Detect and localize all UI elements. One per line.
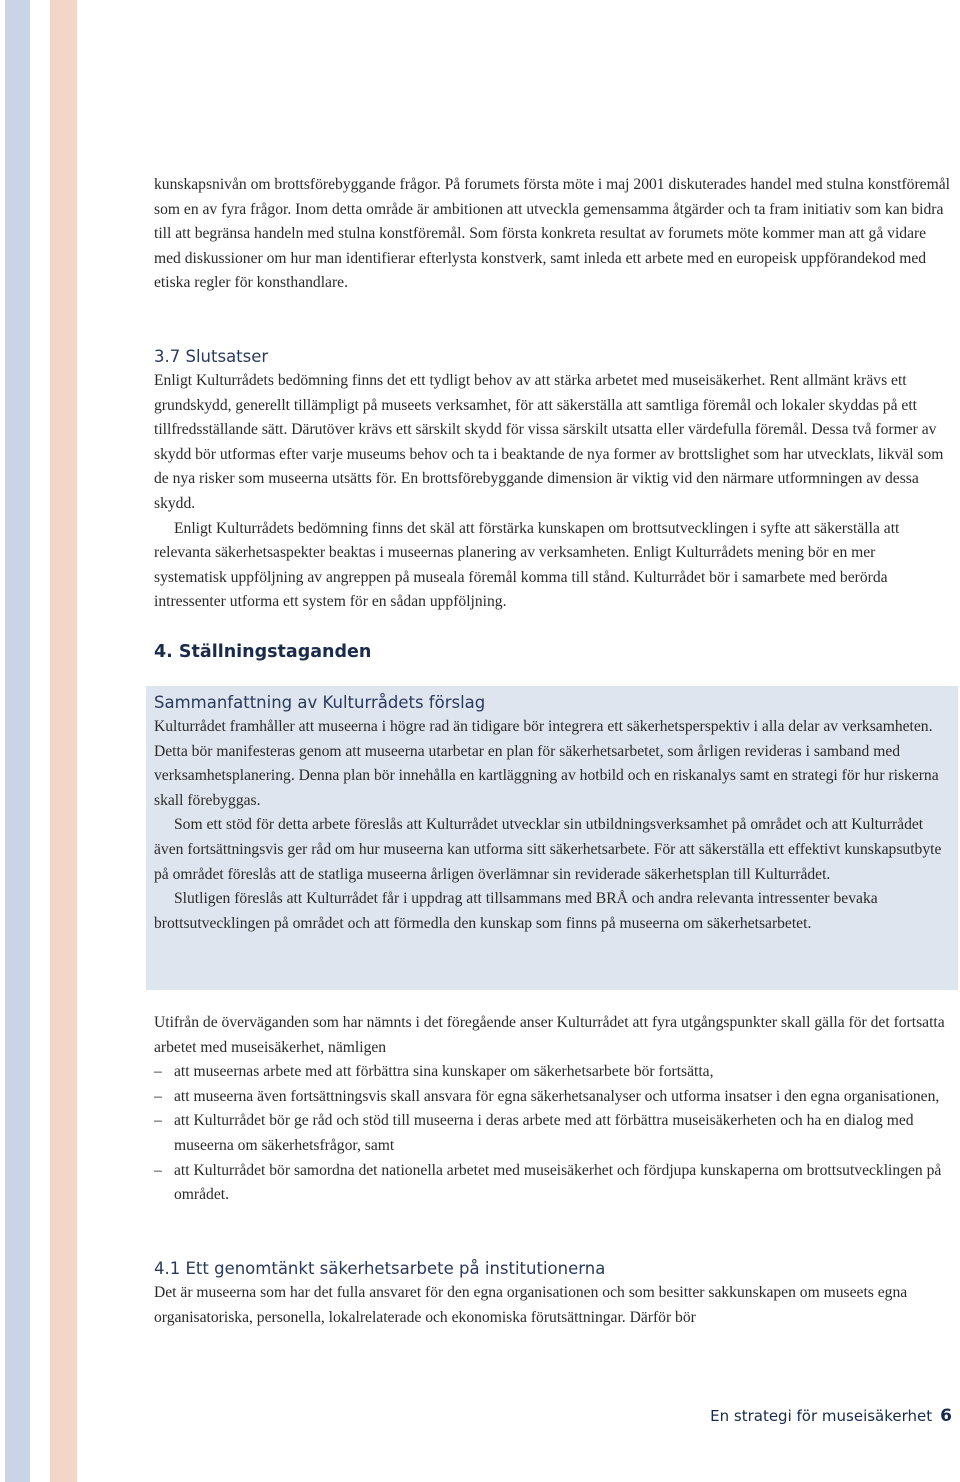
section-3-7-paragraph-1: Enligt Kulturrådets bedömning finns det ett tydligt behov av att stärka arbetet med museisäkerhet. Rent allmänt krävs ett grundskydd, generellt tillämpligt på museets verksamhet, för att säkerställa att samtliga föremål och lokaler skyddas på ett tillfredsställande sätt. Därutöver krävs ett särskilt skydd för vissa särskilt utsatta eller värdefulla föremål. Dessa två former av skydd bör utformas efter varje museums behov och ta i beaktande de nya former av brottslighet som har utvecklats, likväl som de nya risker som museerna utsätts för. En brottsförebyggande dimension är viktig vid den närmare utformningen av dessa skydd. <box>154 372 944 512</box>
section-3-7 <box>154 345 950 615</box>
section-4-1 <box>154 1257 950 1330</box>
list-item: – att Kulturrådet bör samordna det nationella arbetet med museisäkerhet och fördjupa kunskaperna om brottsutvecklingen på området. <box>154 1159 950 1208</box>
page-number: 6 <box>940 1406 952 1426</box>
summary-paragraph-1: Kulturrådet framhåller att museerna i högre rad än tidigare bör integrera ett säkerhetsperspektiv i alla delar av verksamheten. Detta bör manifesteras genom att museerna utarbetar en plan för säkerhetsarbetet, som årligen revideras i samband med verksamhetsplanering. Denna plan bör innehålla en kartläggning av hotbild och en riskanalys samt en strategi för hur riskerna skall förebyggas. <box>154 718 939 809</box>
page-footer <box>710 1406 952 1426</box>
section-3-7-paragraph-2: Enligt Kulturrådets bedömning finns det skäl att förstärka kunskapen om brottsutvecklingen i syfte att säkerställa att relevanta säkerhetsaspekter beaktas i museernas planering av verksamheten. Enligt Kulturrådets mening bör en mer systematisk uppföljning av angreppen på museala föremål komma till stånd. Kulturrådet bör i samarbete med berörda intressenter utforma ett system för en sådan uppföljning. <box>154 519 900 611</box>
considerations-intro: Utifrån de överväganden som har nämnts i det föregående anser Kulturrådet att fyra utgångspunkter skall gälla för det fortsatta arbetet med museisäkerhet, nämligen <box>154 1014 945 1056</box>
intro-paragraph: kunskapsnivån om brottsförebyggande frågor. På forumets första möte i maj 2001 diskuterades handel med stulna konstföremål som en av fyra frågor. Inom detta område är ambitionen att utveckla gemensamma åtgärder och ta fram initiativ som kan bidra till att begränsa handeln med stulna konstföremål. Som första konkreta resultat av forumets möte kommer man att gå vidare med diskussioner om hur man identifierar efterlysta konstverk, samt inleda ett arbete med en europeisk uppförandekod med etiska regler för konsthandlare. <box>154 176 950 292</box>
section-4-1-heading: 4.1 Ett genomtänkt säkerhetsarbete på institutionerna <box>154 1259 606 1278</box>
footer-title: En strategi för museisäkerhet <box>710 1407 933 1425</box>
list-item: – att museernas arbete med att förbättra sina kunskaper om säkerhetsarbete bör fortsätta, <box>154 1060 950 1085</box>
considerations-block <box>154 1011 950 1208</box>
section-3-7-heading: 3.7 Slutsatser <box>154 347 269 366</box>
list-item: – att museerna även fortsättningsvis skall ansvara för egna säkerhetsanalyser och utforma insatser i den egna organisationen, <box>154 1085 950 1110</box>
summary-box <box>146 686 958 990</box>
summary-paragraph-3: Slutligen föreslås att Kulturrådet får i uppdrag att tillsammans med BRÅ och andra relevanta intressenter bevaka brottsutvecklingen på området och att förmedla den kunskap som finns på museerna om säkerhetsarbetet. <box>154 890 878 932</box>
margin-stripe-blue <box>5 0 30 1482</box>
section-4 <box>154 640 950 664</box>
considerations-list <box>154 1060 950 1208</box>
section-4-1-paragraph: Det är museerna som har det fulla ansvaret för den egna organisationen och som besitter sakkunskapen om museets egna organisatoriska, personella, lokalrelaterade och ekonomiska förutsättningar. Därför bör <box>154 1284 908 1326</box>
summary-paragraph-2: Som ett stöd för detta arbete föreslås att Kulturrådet utvecklar sin utbildningsverksamhet på området och att Kulturrådet även fortsättningsvis ger råd om hur museerna kan utforma sitt säkerhetsarbete. För att säkerställa ett effektivt kunskapsutbyte på området föreslås att de statliga museerna årligen överlämnar sin reviderade säkerhetsplan till Kulturrådet. <box>154 816 942 883</box>
summary-heading: Sammanfattning av Kulturrådets förslag <box>154 693 486 712</box>
intro-block <box>154 173 950 296</box>
section-4-heading: 4. Ställningstaganden <box>154 642 372 662</box>
margin-stripe-peach <box>50 0 77 1482</box>
list-item: – att Kulturrådet bör ge råd och stöd till museerna i deras arbete med att förbättra museisäkerheten och ha en dialog med museerna om säkerhetsfrågor, samt <box>154 1109 950 1158</box>
